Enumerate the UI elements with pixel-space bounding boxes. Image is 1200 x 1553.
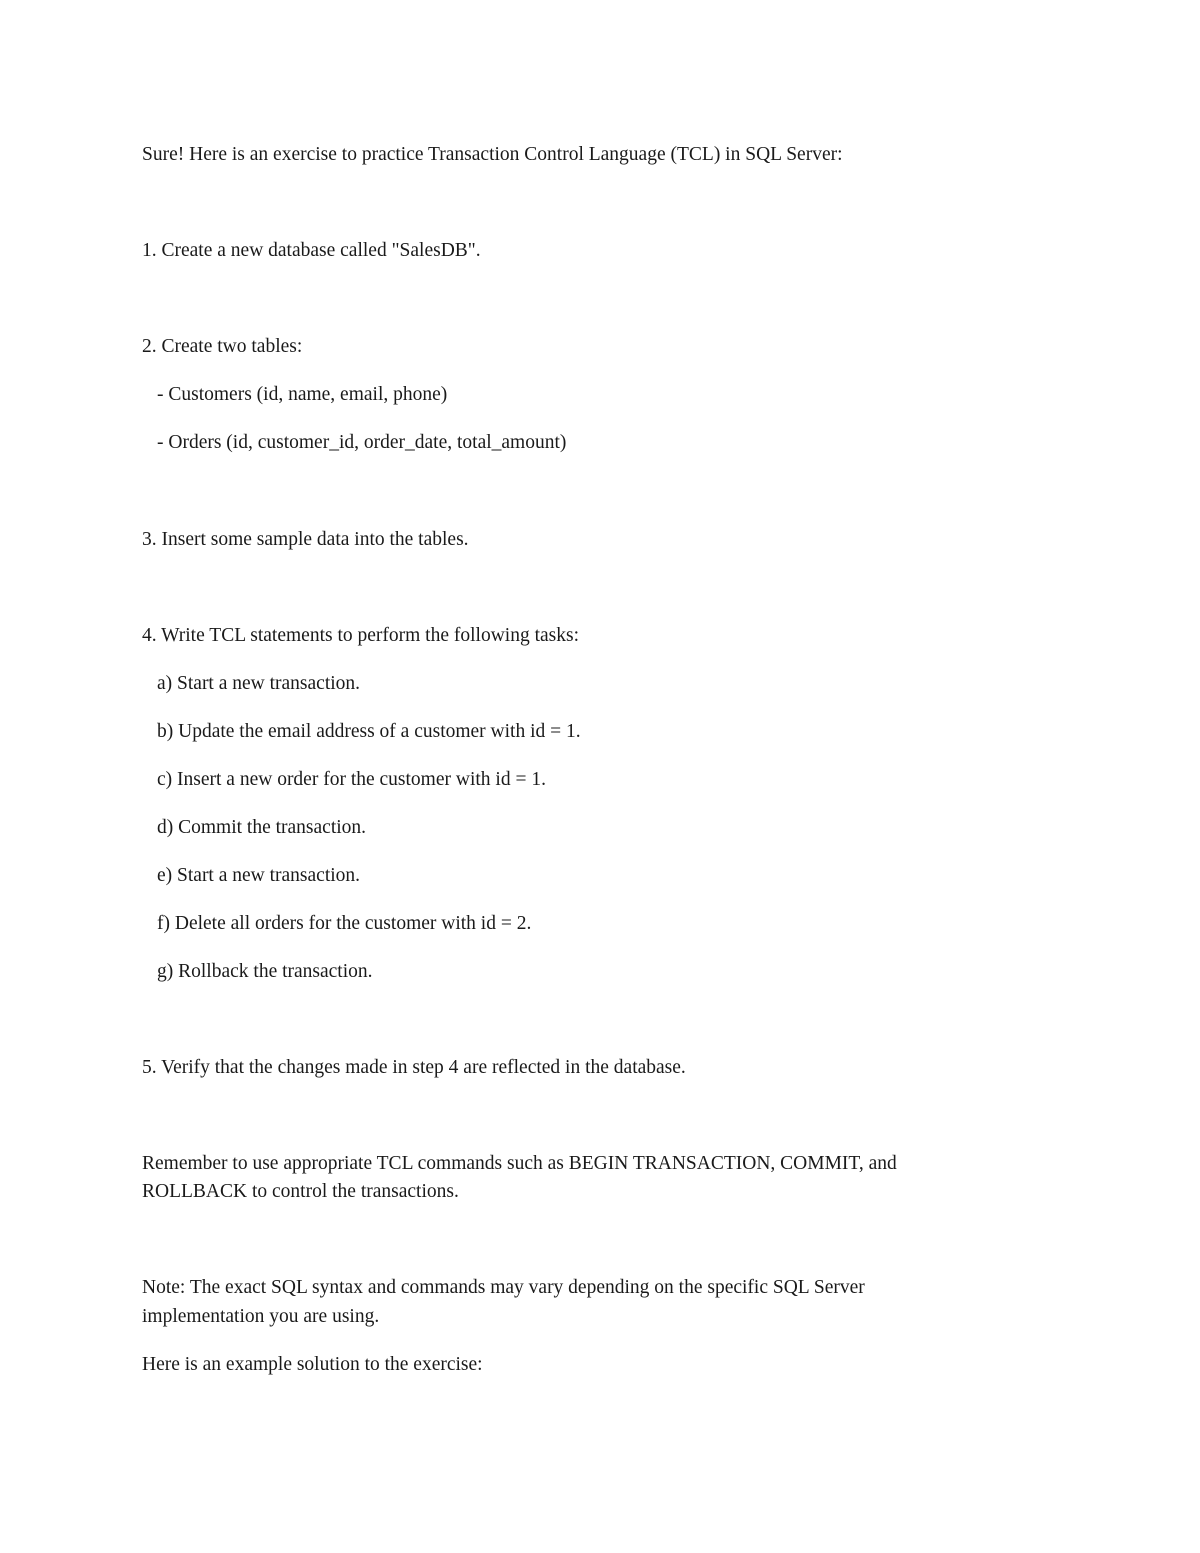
step-4-item-e: e) Start a new transaction.	[157, 865, 361, 886]
step-4-item-d: d) Commit the transaction.	[157, 817, 367, 838]
step-5: 5. Verify that the changes made in step 4 are reflected in the database.	[142, 1057, 686, 1078]
step-4-item-g: g) Rollback the transaction.	[157, 961, 373, 982]
step-4-item-f: f) Delete all orders for the customer with id = 2.	[157, 913, 532, 934]
step-4-item-b: b) Update the email address of a customer with id = 1.	[157, 721, 581, 742]
note-paragraph-line-1: Note: The exact SQL syntax and commands may vary depending on the specific SQL Server	[142, 1277, 865, 1298]
remember-paragraph-line-1: Remember to use appropriate TCL commands such as BEGIN TRANSACTION, COMMIT, and	[142, 1153, 897, 1174]
step-4-item-a: a) Start a new transaction.	[157, 673, 361, 694]
step-3: 3. Insert some sample data into the tables.	[142, 529, 469, 550]
note-paragraph-line-2: implementation you are using.	[142, 1306, 380, 1327]
remember-paragraph-line-2: ROLLBACK to control the transactions.	[142, 1181, 459, 1202]
intro-paragraph: Sure! Here is an exercise to practice Transaction Control Language (TCL) in SQL Server:	[142, 144, 843, 165]
step-4-item-c: c) Insert a new order for the customer with id = 1.	[157, 769, 546, 790]
step-4: 4. Write TCL statements to perform the following tasks:	[142, 625, 579, 646]
step-2-item-orders: - Orders (id, customer_id, order_date, total_amount)	[157, 432, 567, 453]
step-2-item-customers: - Customers (id, name, email, phone)	[157, 384, 448, 405]
step-1: 1. Create a new database called "SalesDB".	[142, 240, 481, 261]
closing-paragraph: Here is an example solution to the exercise:	[142, 1354, 483, 1375]
step-2: 2. Create two tables:	[142, 336, 303, 357]
